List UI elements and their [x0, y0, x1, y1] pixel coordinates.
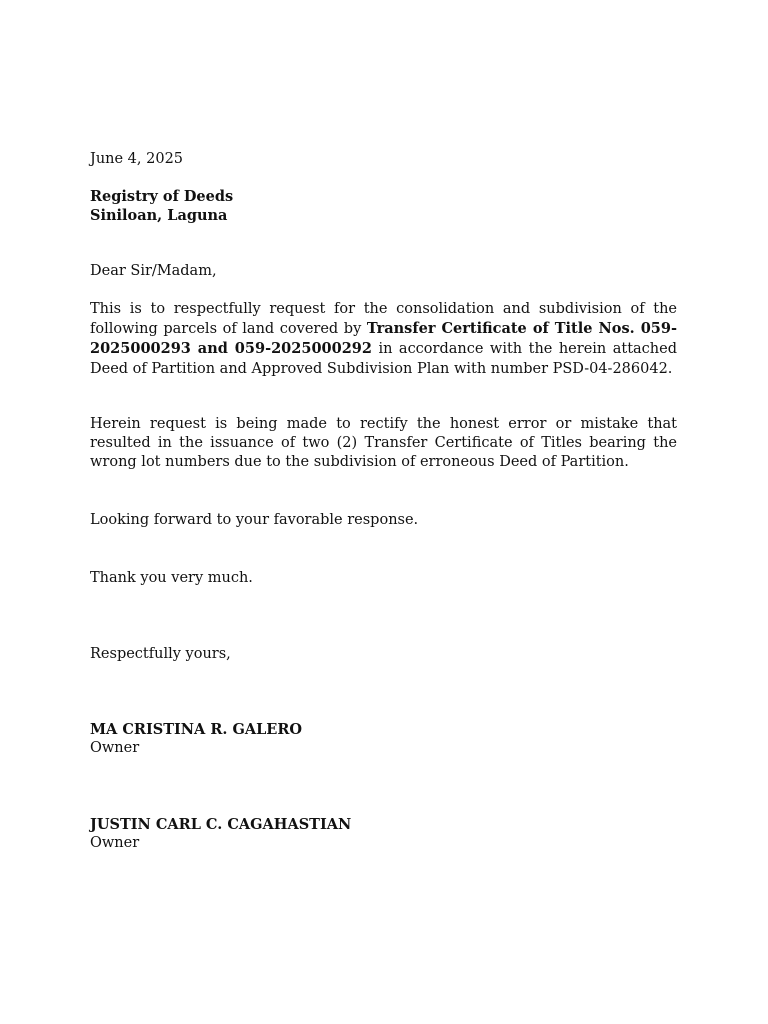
signatory-2-role: Owner	[90, 835, 140, 852]
body-paragraph-2: Herein request is being made to rectify the honest error or mistake that resulted in the issuance of two (2) Transfer Certificate of Titles bearing the wrong lot numbers due to the subdivision of erroneous Deed of Partition.	[90, 416, 677, 471]
signatory-2-name: JUSTIN CARL C. CAGAHASTIAN	[90, 816, 352, 833]
recipient-address	[90, 187, 677, 225]
title-numbers: Transfer Certificate of Title Nos. 059-2025000293 and 059-2025000292	[90, 320, 677, 358]
letter-date: June 4, 2025	[90, 151, 184, 167]
sign-off: Respectfully yours,	[90, 646, 231, 662]
signatory-1-role: Owner	[90, 740, 140, 757]
closing-line-2: Thank you very much.	[90, 570, 253, 586]
recipient-line-2: Siniloan, Laguna	[90, 207, 228, 225]
recipient-line-1: Registry of Deeds	[90, 188, 234, 205]
paragraph-1-text-a: This is to respectfully request for the consolidation and subdivision of the following parcels of land covered by	[90, 301, 677, 338]
signatory-1	[90, 720, 677, 758]
paragraph-1-text-b: in accordance with the herein attached Deed of Partition and Approved Subdivision Plan with number PSD-04-286042.	[90, 341, 677, 377]
signatory-1-name: MA CRISTINA R. GALERO	[90, 721, 303, 738]
closing-line-1: Looking forward to your favorable response.	[90, 512, 419, 528]
salutation: Dear Sir/Madam,	[90, 263, 217, 279]
signatory-2	[90, 815, 677, 853]
body-paragraph-1	[90, 300, 677, 379]
